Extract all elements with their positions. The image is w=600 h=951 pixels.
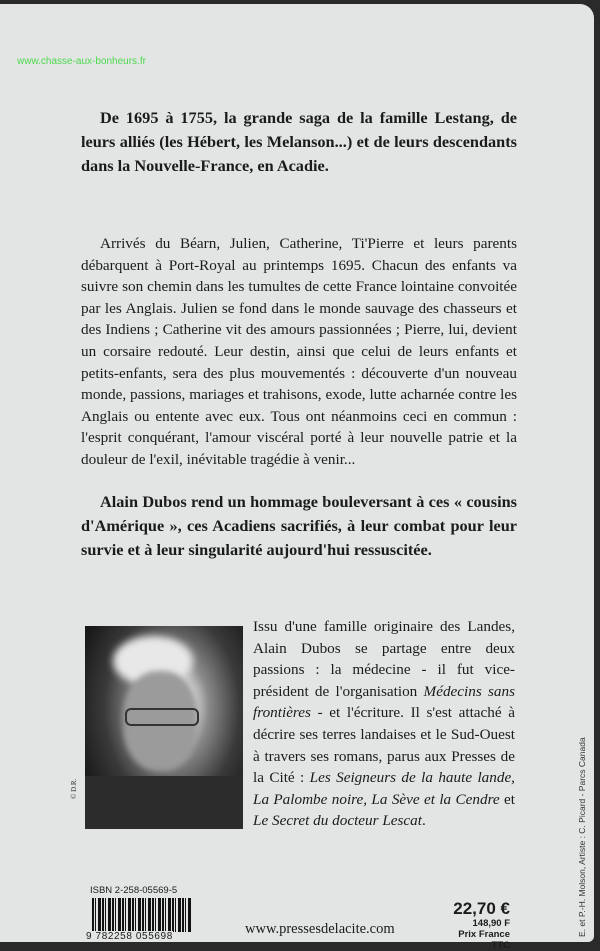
lead-paragraph: De 1695 à 1755, la grande saga de la famille Lestang, de leurs alliés (les Hébert, les Melanson...) et de leurs descendants dans la Nouvelle-France, en Acadie. [81, 108, 517, 175]
price-label: Prix France TTC [458, 929, 510, 951]
price-block [440, 900, 510, 951]
tribute-paragraph: Alain Dubos rend un hommage bouleversant à ces « cousins d'Amérique », ces Acadiens sacrifiés, à leur combat pour leur survie et à leur singularité aujourd'hui ressuscitée. [81, 492, 517, 559]
author-photo [85, 626, 243, 829]
ean-number: 9 782258 055698 [86, 931, 173, 942]
cover-art-credit: E. et P.-H. Molson, Artiste : C. Picard - Parcs Canada [577, 737, 587, 937]
price-franc: 148,90 F [472, 918, 510, 929]
watermark-url: www.chasse-aux-bonheurs.fr [17, 56, 146, 67]
publisher-url: www.pressesdelacite.com [245, 921, 395, 937]
photo-credit: © D.R. [70, 778, 78, 799]
book-back-cover [0, 4, 594, 951]
price-euro: 22,70 € [453, 899, 510, 918]
author-bio: Issu d'une famille originaire des Landes, Alain Dubos se partage entre deux passions : la médecine - il fut vice-président de l'organisation Médecins sans frontières - et l'écriture. Il s'est attaché à décrire ses terres landaises et le Sud-Ouest à travers ses romans, parus aux Presses de la Cité : Les Seigneurs de la haute lande, La Palombe noire, La Sève et la Cendre et Le Secret du docteur Lescat. [253, 618, 516, 830]
barcode [92, 898, 192, 932]
synopsis-paragraph: Arrivés du Béarn, Julien, Catherine, Ti'Pierre et leurs parents débarquent à Port-Royal au printemps 1695. Chacun des enfants va suivre son chemin dans les tumultes de cette France lointaine convoitée par les Anglais. Julien se fond dans le monde sauvage des chasseurs et des Indiens ; Catherine vit des amours passionnées ; Pierre, lui, devient un corsaire redouté. Leur destin, ainsi que celui de leurs enfants et petits-enfants, sera des plus mouvementés : découverte d'un nouveau monde, passions, mariages et trahisons, exode, lutte acharnée contre les Anglais ou entente avec eux. Tous ont néanmoins ceci en commun : l'esprit conquérant, l'amour viscéral porté à leur nouvelle patrie et la douleur de l'exil, inévitable tragédie à venir... [81, 235, 517, 468]
isbn-label: ISBN 2-258-05569-5 [90, 885, 178, 896]
